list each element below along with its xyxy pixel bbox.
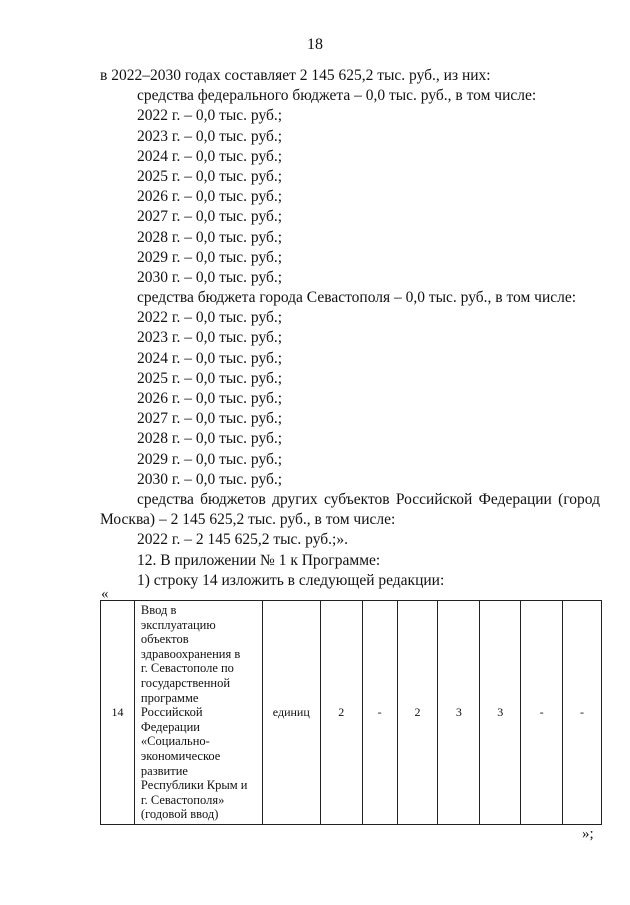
- text-line: средства бюджетов других субъектов Российской Федерации (город: [137, 490, 600, 508]
- year-line: 2029 г. – 0,0 тыс. руб.;: [137, 248, 283, 266]
- description-cell: [134, 601, 262, 825]
- value-cell: -: [563, 601, 602, 825]
- value-cell: 3: [438, 601, 480, 825]
- year-line: 2023 г. – 0,0 тыс. руб.;: [137, 329, 283, 347]
- value-cell: -: [362, 601, 397, 825]
- description-line: (годовой ввод): [140, 807, 219, 822]
- year-line: 2030 г. – 0,0 тыс. руб.;: [137, 470, 283, 488]
- description-line: «Социально-: [140, 734, 210, 749]
- text-line: средства федерального бюджета – 0,0 тыс. руб., в том числе:: [137, 87, 537, 105]
- text-line: 1) строку 14 изложить в следующей редакции:: [137, 571, 445, 589]
- year-line: 2025 г. – 0,0 тыс. руб.;: [137, 167, 283, 185]
- description-line: Республики Крым и: [140, 778, 248, 793]
- description-line: здравоохранения в: [140, 646, 241, 661]
- value-cell: 2: [320, 601, 362, 825]
- opening-quote: «: [101, 586, 109, 602]
- year-line: 2026 г. – 0,0 тыс. руб.;: [137, 188, 283, 206]
- description-line: объектов: [140, 632, 189, 647]
- value-cell: 3: [480, 601, 521, 825]
- year-line: 2028 г. – 0,0 тыс. руб.;: [137, 430, 283, 448]
- page-number: 18: [307, 36, 323, 53]
- text-line: 12. В приложении № 1 к Программе:: [137, 551, 381, 569]
- text-line: 2022 г. – 2 145 625,2 тыс. руб.;».: [137, 531, 348, 549]
- description-line: Российской: [140, 705, 203, 720]
- year-line: 2024 г. – 0,0 тыс. руб.;: [137, 147, 283, 165]
- text-line: в 2022–2030 годах составляет 2 145 625,2 тыс. руб., из них:: [100, 67, 491, 84]
- description-line: развитие: [140, 763, 188, 778]
- closing-quote: »;: [582, 826, 594, 842]
- description-line: Федерации: [140, 719, 200, 734]
- year-line: 2027 г. – 0,0 тыс. руб.;: [137, 208, 283, 226]
- table-row: [101, 601, 602, 825]
- description-line: г. Севастополя»: [140, 792, 225, 807]
- year-line: 2028 г. – 0,0 тыс. руб.;: [137, 228, 283, 246]
- text-line: Москва) – 2 145 625,2 тыс. руб., в том числе:: [100, 511, 396, 529]
- year-line: 2026 г. – 0,0 тыс. руб.;: [137, 390, 283, 407]
- year-line: 2022 г. – 0,0 тыс. руб.;: [137, 107, 283, 125]
- description-line: эксплуатацию: [140, 617, 216, 632]
- year-line: 2022 г. – 0,0 тыс. руб.;: [137, 309, 283, 327]
- year-line: 2024 г. – 0,0 тыс. руб.;: [137, 349, 283, 367]
- year-line: 2029 г. – 0,0 тыс. руб.;: [137, 450, 283, 468]
- description-line: государственной: [140, 675, 231, 690]
- value-cell: -: [521, 601, 563, 825]
- document-body: [100, 66, 600, 591]
- description-line: экономическое: [140, 748, 221, 763]
- description-line: Ввод в: [140, 603, 177, 617]
- year-line: 2030 г. – 0,0 тыс. руб.;: [137, 268, 283, 286]
- year-line: 2023 г. – 0,0 тыс. руб.;: [137, 127, 283, 145]
- description-line: программе: [140, 690, 199, 705]
- program-row-table: [100, 600, 602, 825]
- year-line: 2025 г. – 0,0 тыс. руб.;: [137, 369, 283, 387]
- unit-cell: единиц: [262, 601, 320, 825]
- description-line: г. Севастополе по: [140, 661, 234, 676]
- row-number-cell: 14: [101, 601, 135, 825]
- text-line: средства бюджета города Севастополя – 0,0 тыс. руб., в том числе:: [137, 289, 577, 307]
- year-line: 2027 г. – 0,0 тыс. руб.;: [137, 410, 283, 428]
- value-cell: 2: [397, 601, 438, 825]
